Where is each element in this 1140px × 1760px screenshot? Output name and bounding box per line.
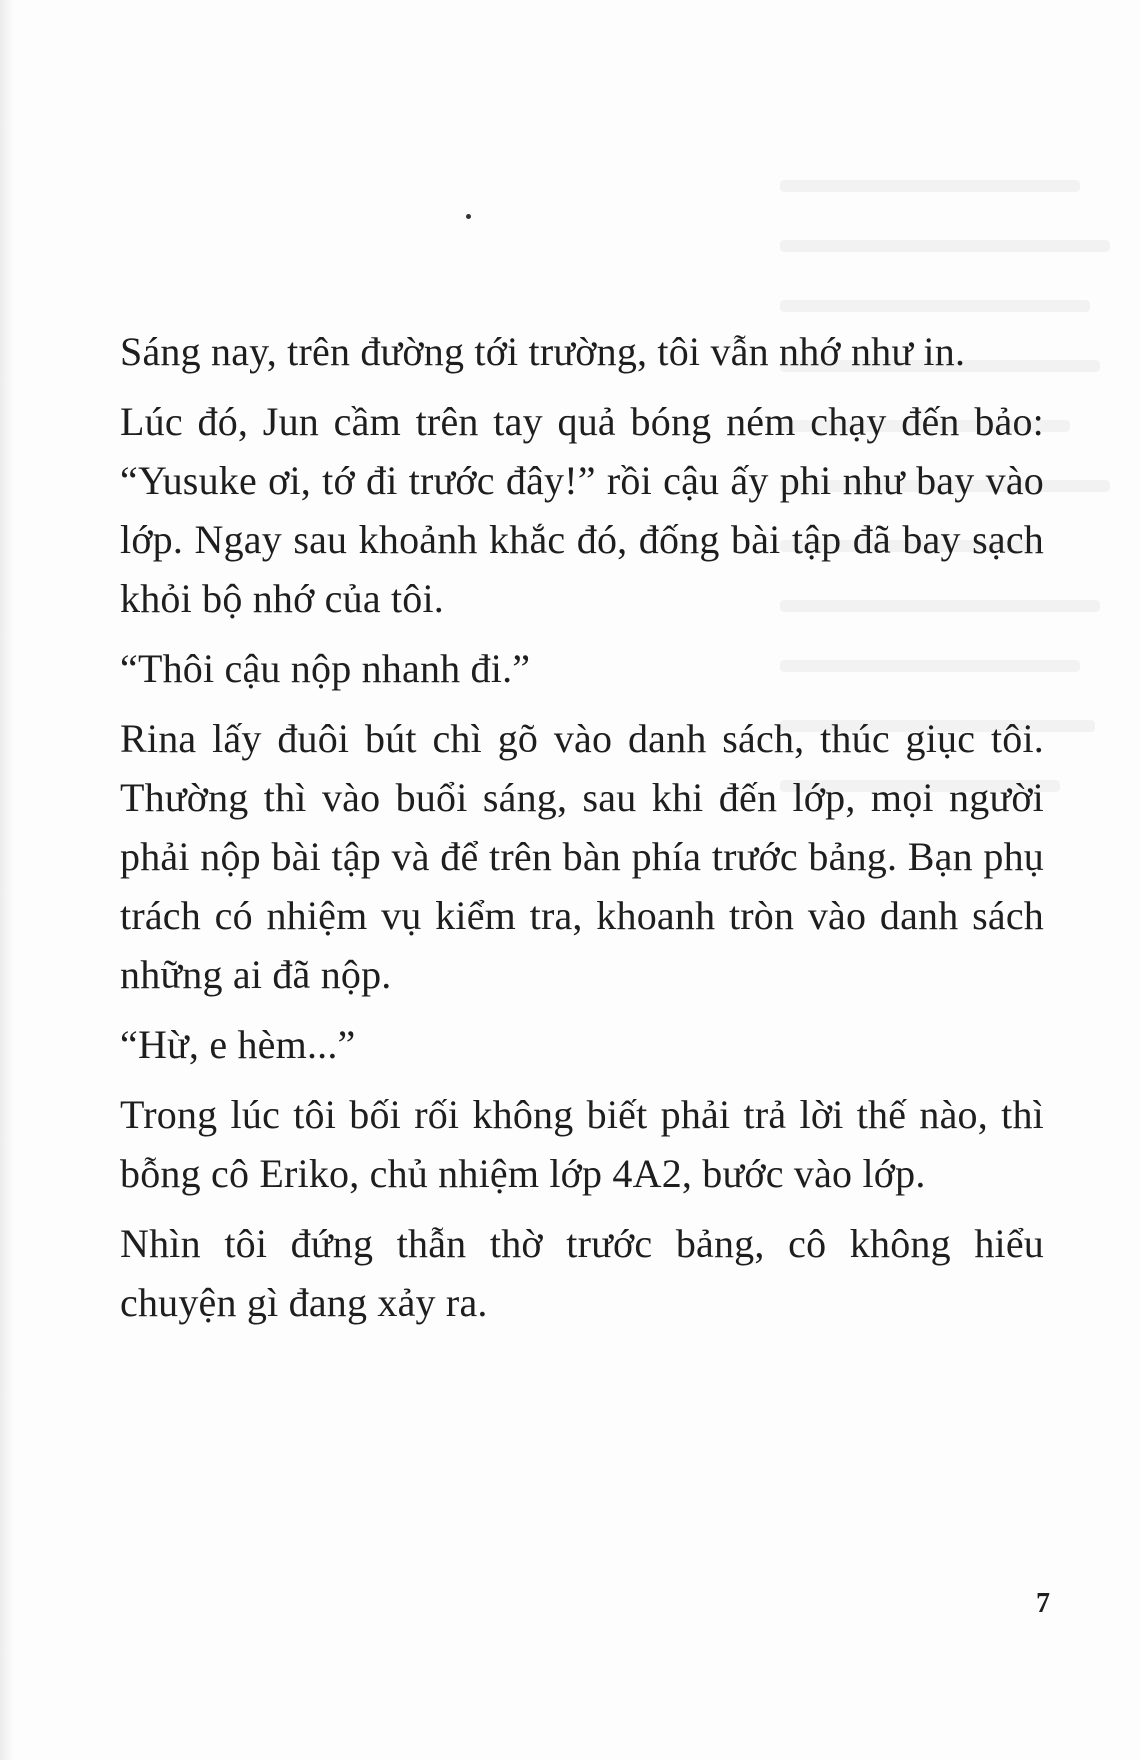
paragraph-3: “Thôi cậu nộp nhanh đi.” <box>120 646 531 691</box>
paragraph-7: Nhìn tôi đứng thẫn thờ trước bảng, cô không hiểu chuyện gì đang xảy ra. <box>120 1221 1044 1325</box>
body-text <box>120 322 1044 1343</box>
paragraph-5: “Hừ, e hèm...” <box>120 1022 356 1067</box>
paragraph-2: Lúc đó, Jun cầm trên tay quả bóng ném chạy đến bảo: “Yusuke ơi, tớ đi trước đây!” rồi cậu ấy phi như bay vào lớp. Ngay sau khoảnh khắc đó, đống bài tập đã bay sạch khỏi bộ nhớ của tôi. <box>120 399 1044 621</box>
paragraph-1: Sáng nay, trên đường tới trường, tôi vẫn nhớ như in. <box>120 329 966 374</box>
page-number: 7 <box>1036 1588 1050 1619</box>
print-speck <box>466 214 471 219</box>
paragraph-6: Trong lúc tôi bối rối không biết phải trả lời thế nào, thì bỗng cô Eriko, chủ nhiệm lớp 4A2, bước vào lớp. <box>120 1092 1044 1196</box>
page-edge-shadow <box>0 0 14 1760</box>
paragraph-4: Rina lấy đuôi bút chì gõ vào danh sách, thúc giục tôi. Thường thì vào buổi sáng, sau khi đến lớp, mọi người phải nộp bài tập và để trên bàn phía trước bảng. Bạn phụ trách có nhiệm vụ kiểm tra, khoanh tròn vào danh sách những ai đã nộp. <box>120 716 1044 997</box>
